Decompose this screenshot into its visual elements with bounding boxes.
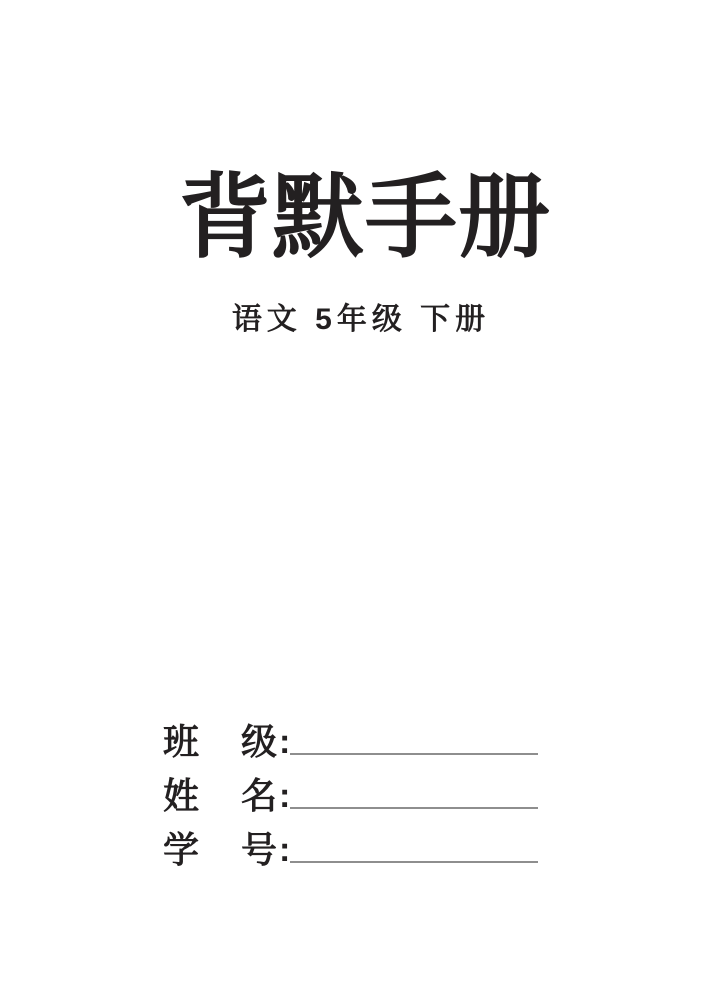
student-number-field-colon: : [279, 831, 291, 869]
student-number-field-row [163, 830, 543, 884]
name-blank-line [290, 807, 538, 809]
name-label-char-1: 姓 [163, 775, 200, 816]
class-field-colon: : [279, 723, 291, 761]
name-field-colon: : [279, 777, 291, 815]
name-field-label [163, 776, 277, 816]
name-label-char-2: 名 [240, 775, 277, 816]
student-number-field-label [163, 830, 277, 870]
class-field-label [163, 722, 277, 762]
class-label-char-2: 级 [240, 721, 277, 762]
class-label-char-1: 班 [163, 721, 200, 762]
student-info-form [163, 722, 543, 884]
page-title: 背默手册 [178, 167, 551, 269]
student-number-label-char-2: 号 [240, 829, 277, 870]
student-number-blank-line [290, 861, 538, 863]
class-field-row [163, 722, 543, 776]
name-field-row [163, 776, 543, 830]
student-number-label-char-1: 学 [163, 829, 200, 870]
page-subtitle: 语文 5年级 下册 [231, 303, 491, 336]
class-blank-line [290, 753, 538, 755]
